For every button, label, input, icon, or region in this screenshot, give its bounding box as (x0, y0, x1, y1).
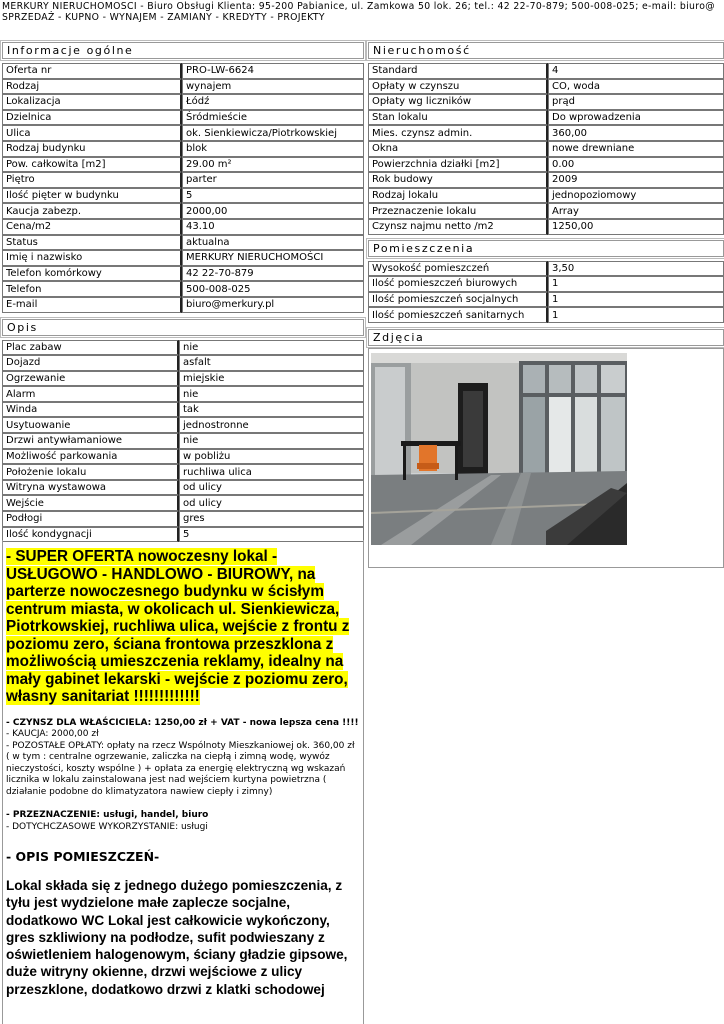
field-label: Mies. czynsz admin. (368, 125, 548, 141)
field-value: od ulicy (179, 495, 364, 511)
table-row (2, 235, 364, 251)
table-row (368, 219, 724, 235)
table-row (2, 495, 364, 511)
field-value: blok (182, 141, 364, 157)
table-row (2, 172, 364, 188)
field-label: Wysokość pomieszczeń (368, 261, 548, 277)
field-label: Wejście (2, 495, 179, 511)
table-row (368, 172, 724, 188)
field-value: CO, woda (548, 79, 724, 95)
field-value: Śródmieście (182, 110, 364, 126)
informacje-table (2, 63, 364, 313)
field-label: Możliwość parkowania (2, 449, 179, 465)
rent-for-owner: - CZYNSZ DLA WŁAŚCICIELA: 1250,00 zł + VAT - nowa lepsza cena !!!! (6, 717, 359, 728)
field-label: Ogrzewanie (2, 371, 179, 387)
section-informacje-title: Informacje ogólne (2, 42, 364, 59)
section-nieruchomosc-title: Nieruchomość (368, 42, 724, 59)
field-value: od ulicy (179, 480, 364, 496)
field-label: Kaucja zabezp. (2, 203, 182, 219)
table-row (2, 355, 364, 371)
field-value: 2009 (548, 172, 724, 188)
field-value: Łódź (182, 94, 364, 110)
nieruchomosc-table (368, 63, 724, 235)
table-row (368, 141, 724, 157)
field-value: 5 (182, 188, 364, 204)
field-value: ok. Sienkiewicza/Piotrkowskiej (182, 125, 364, 141)
field-label: Telefon (2, 281, 182, 297)
field-value: asfalt (179, 355, 364, 371)
field-value: 42 22-70-879 (182, 266, 364, 282)
field-value: 0.00 (548, 157, 724, 173)
opis-table (2, 340, 364, 543)
table-row (2, 464, 364, 480)
field-label: Ulica (2, 125, 182, 141)
field-value: w pobliżu (179, 449, 364, 465)
table-row (2, 94, 364, 110)
field-label: Opłaty w czynszu (368, 79, 548, 95)
table-row (368, 79, 724, 95)
field-value: 3,50 (548, 261, 724, 277)
field-value: 1 (548, 292, 724, 308)
table-row (368, 125, 724, 141)
field-label: Dojazd (2, 355, 179, 371)
field-label: Powierzchnia działki [m2] (368, 157, 548, 173)
field-value: 360,00 (548, 125, 724, 141)
rent-block (6, 718, 360, 799)
table-row (2, 125, 364, 141)
field-value: 500-008-025 (182, 281, 364, 297)
field-value: biuro@merkury.pl (182, 297, 364, 313)
field-label: Ilość pomieszczeń socjalnych (368, 292, 548, 308)
table-row (368, 203, 724, 219)
header-contact-line: MERKURY NIERUCHOMOŚCI - Biuro Obsługi Klienta: 95-200 Pabianice, ul. Zamkowa 50 lok. 26; tel.: 42 22-70-879; 500-008-025; e-mail: biuro@ (2, 1, 715, 12)
field-value: prąd (548, 94, 724, 110)
description-panel (2, 540, 364, 1024)
field-value: jednostronne (179, 417, 364, 433)
other-fees-line: - POZOSTAŁE OPŁATY: opłaty na rzecz Wspólnoty Mieszkaniowej ok. 360,00 zł ( w tym : centralne ogrzewanie, zaliczka na ciepłą i zimną wodę, wywóz nieczystości, koszty wspólne ) + opłata za energię elektryczną wg wskazań licznika w lokalu zainstalowana jest nad wejściem kurtyna powietrzna ( działanie podobne do klimatyzatora nawiew ciepły i zimny) (6, 740, 355, 797)
field-value: nowe drewniane (548, 141, 724, 157)
table-row (2, 340, 364, 356)
field-value: 4 (548, 63, 724, 79)
photo-frame (368, 348, 724, 568)
field-value: 1 (548, 276, 724, 292)
previous-use-line: - DOTYCHCZASOWE WYKORZYSTANIE: usługi (6, 821, 208, 832)
table-row (2, 203, 364, 219)
field-label: Rodzaj (2, 79, 182, 95)
field-value: 2000,00 (182, 203, 364, 219)
field-label: Opłaty wg liczników (368, 94, 548, 110)
field-label: E-mail (2, 297, 182, 313)
field-value: miejskie (179, 371, 364, 387)
table-row (2, 511, 364, 527)
table-row (2, 63, 364, 79)
table-row (2, 386, 364, 402)
section-opis-title: Opis (2, 319, 364, 336)
rooms-description-text: Lokal składa się z jednego dużego pomieszczenia, z tyłu jest wydzielone małe zaplecze socjalne, dodatkowo WC Lokal jest całkowicie wykończony, gres szkliwiony na podłodze, sufit podwieszany z oświetleniem halogenowym, ściany gładzie gipsowe, duże witryny okienne, drzwi wejściowe z ulicy przeszklone, dodatkowo drzwi z klatki schodowej (6, 878, 348, 997)
field-label: Drzwi antywłamaniowe (2, 433, 179, 449)
informacje-rows (2, 63, 364, 313)
field-value: ruchliwa ulica (179, 464, 364, 480)
table-row (2, 219, 364, 235)
right-column (368, 42, 724, 568)
field-label: Status (2, 235, 182, 251)
field-label: Podłogi (2, 511, 179, 527)
field-label: Rok budowy (368, 172, 548, 188)
section-zdjecia-title: Zdjęcia (368, 329, 724, 346)
field-label: Cena/m2 (2, 219, 182, 235)
field-value: wynajem (182, 79, 364, 95)
field-label: Witryna wystawowa (2, 480, 179, 496)
field-label: Telefon komórkowy (2, 266, 182, 282)
field-label: Rodzaj lokalu (368, 188, 548, 204)
table-row (2, 250, 364, 266)
field-label: Oferta nr (2, 63, 182, 79)
table-row (368, 276, 724, 292)
field-value: 43.10 (182, 219, 364, 235)
pomieszczenia-table (368, 261, 724, 323)
field-label: Alarm (2, 386, 179, 402)
deposit-line: - KAUCJA: 2000,00 zł (6, 729, 99, 739)
field-label: Pow. całkowita [m2] (2, 157, 182, 173)
offer-headline (6, 548, 360, 706)
opis-rows (2, 340, 364, 543)
field-value: PRO-LW-6624 (182, 63, 364, 79)
table-row (2, 297, 364, 313)
field-label: Przeznaczenie lokalu (368, 203, 548, 219)
field-label: Winda (2, 402, 179, 418)
field-label: Rodzaj budynku (2, 141, 182, 157)
table-row (368, 261, 724, 277)
property-photo[interactable] (371, 353, 627, 545)
field-value: 1250,00 (548, 219, 724, 235)
purpose-block (6, 810, 360, 833)
field-label: Standard (368, 63, 548, 79)
table-row (2, 141, 364, 157)
field-value: parter (182, 172, 364, 188)
field-value: aktualna (182, 235, 364, 251)
table-row (2, 371, 364, 387)
field-label: Ilość kondygnacji (2, 527, 179, 543)
table-row (2, 417, 364, 433)
field-label: Położenie lokalu (2, 464, 179, 480)
field-label: Plac zabaw (2, 340, 179, 356)
table-row (2, 402, 364, 418)
field-label: Imię i nazwisko (2, 250, 182, 266)
table-row (2, 433, 364, 449)
table-row (368, 63, 724, 79)
field-value: 5 (179, 527, 364, 543)
field-label: Okna (368, 141, 548, 157)
table-row (368, 292, 724, 308)
field-value: nie (179, 340, 364, 356)
field-label: Stan lokalu (368, 110, 548, 126)
field-value: tak (179, 402, 364, 418)
table-row (2, 157, 364, 173)
field-value: MERKURY NIERUCHOMOŚCI (182, 250, 364, 266)
field-label: Ilość pomieszczeń sanitarnych (368, 307, 548, 323)
table-row (2, 110, 364, 126)
property-photo-illustration (371, 353, 627, 545)
rooms-description-heading: - OPIS POMIESZCZEŃ- (6, 849, 160, 864)
offer-headline-text: - SUPER OFERTA nowoczesny lokal - USŁUGOWO - HANDLOWO - BIUROWY, na parterze nowoczesnego budynku w ścisłym centrum miasta, w okolicach ul. Sienkiewicza, Piotrkowskiej, ruchliwa ulica, wejście z frontu z poziomu zero, ściana frontowa przeszklona z możliwością umieszczenia reklamy, idealny na mały gabinet lekarski - wejście z poziomu zero, własny sanitariat !!!!!!!!!!!!! (6, 548, 350, 705)
field-label: Piętro (2, 172, 182, 188)
table-row (2, 266, 364, 282)
field-label: Ilość pięter w budynku (2, 188, 182, 204)
header-services-line: SPRZEDAŻ - KUPNO - WYNAJEM - ZAMIANY - KREDYTY - PROJEKTY (2, 12, 325, 23)
nieruchomosc-rows (368, 63, 724, 235)
field-value: Do wprowadzenia (548, 110, 724, 126)
field-label: Dzielnica (2, 110, 182, 126)
table-row (368, 307, 724, 323)
table-row (368, 110, 724, 126)
page-header (2, 1, 724, 23)
table-row (2, 79, 364, 95)
table-row (368, 188, 724, 204)
field-label: Czynsz najmu netto /m2 (368, 219, 548, 235)
table-row (2, 281, 364, 297)
field-label: Usytuowanie (2, 417, 179, 433)
purpose-line: - PRZEZNACZENIE: usługi, handel, biuro (6, 810, 209, 820)
section-pomieszczenia-title: Pomieszczenia (368, 240, 724, 257)
table-row (368, 94, 724, 110)
pomieszczenia-rows (368, 261, 724, 323)
table-row (2, 480, 364, 496)
field-value: nie (179, 433, 364, 449)
field-value: nie (179, 386, 364, 402)
left-column (2, 42, 364, 542)
field-label: Ilość pomieszczeń biurowych (368, 276, 548, 292)
field-label: Lokalizacja (2, 94, 182, 110)
field-value: gres (179, 511, 364, 527)
table-row (368, 157, 724, 173)
field-value: Array (548, 203, 724, 219)
field-value: 29.00 m² (182, 157, 364, 173)
field-value: 1 (548, 307, 724, 323)
field-value: jednopoziomowy (548, 188, 724, 204)
table-row (2, 188, 364, 204)
table-row (2, 449, 364, 465)
